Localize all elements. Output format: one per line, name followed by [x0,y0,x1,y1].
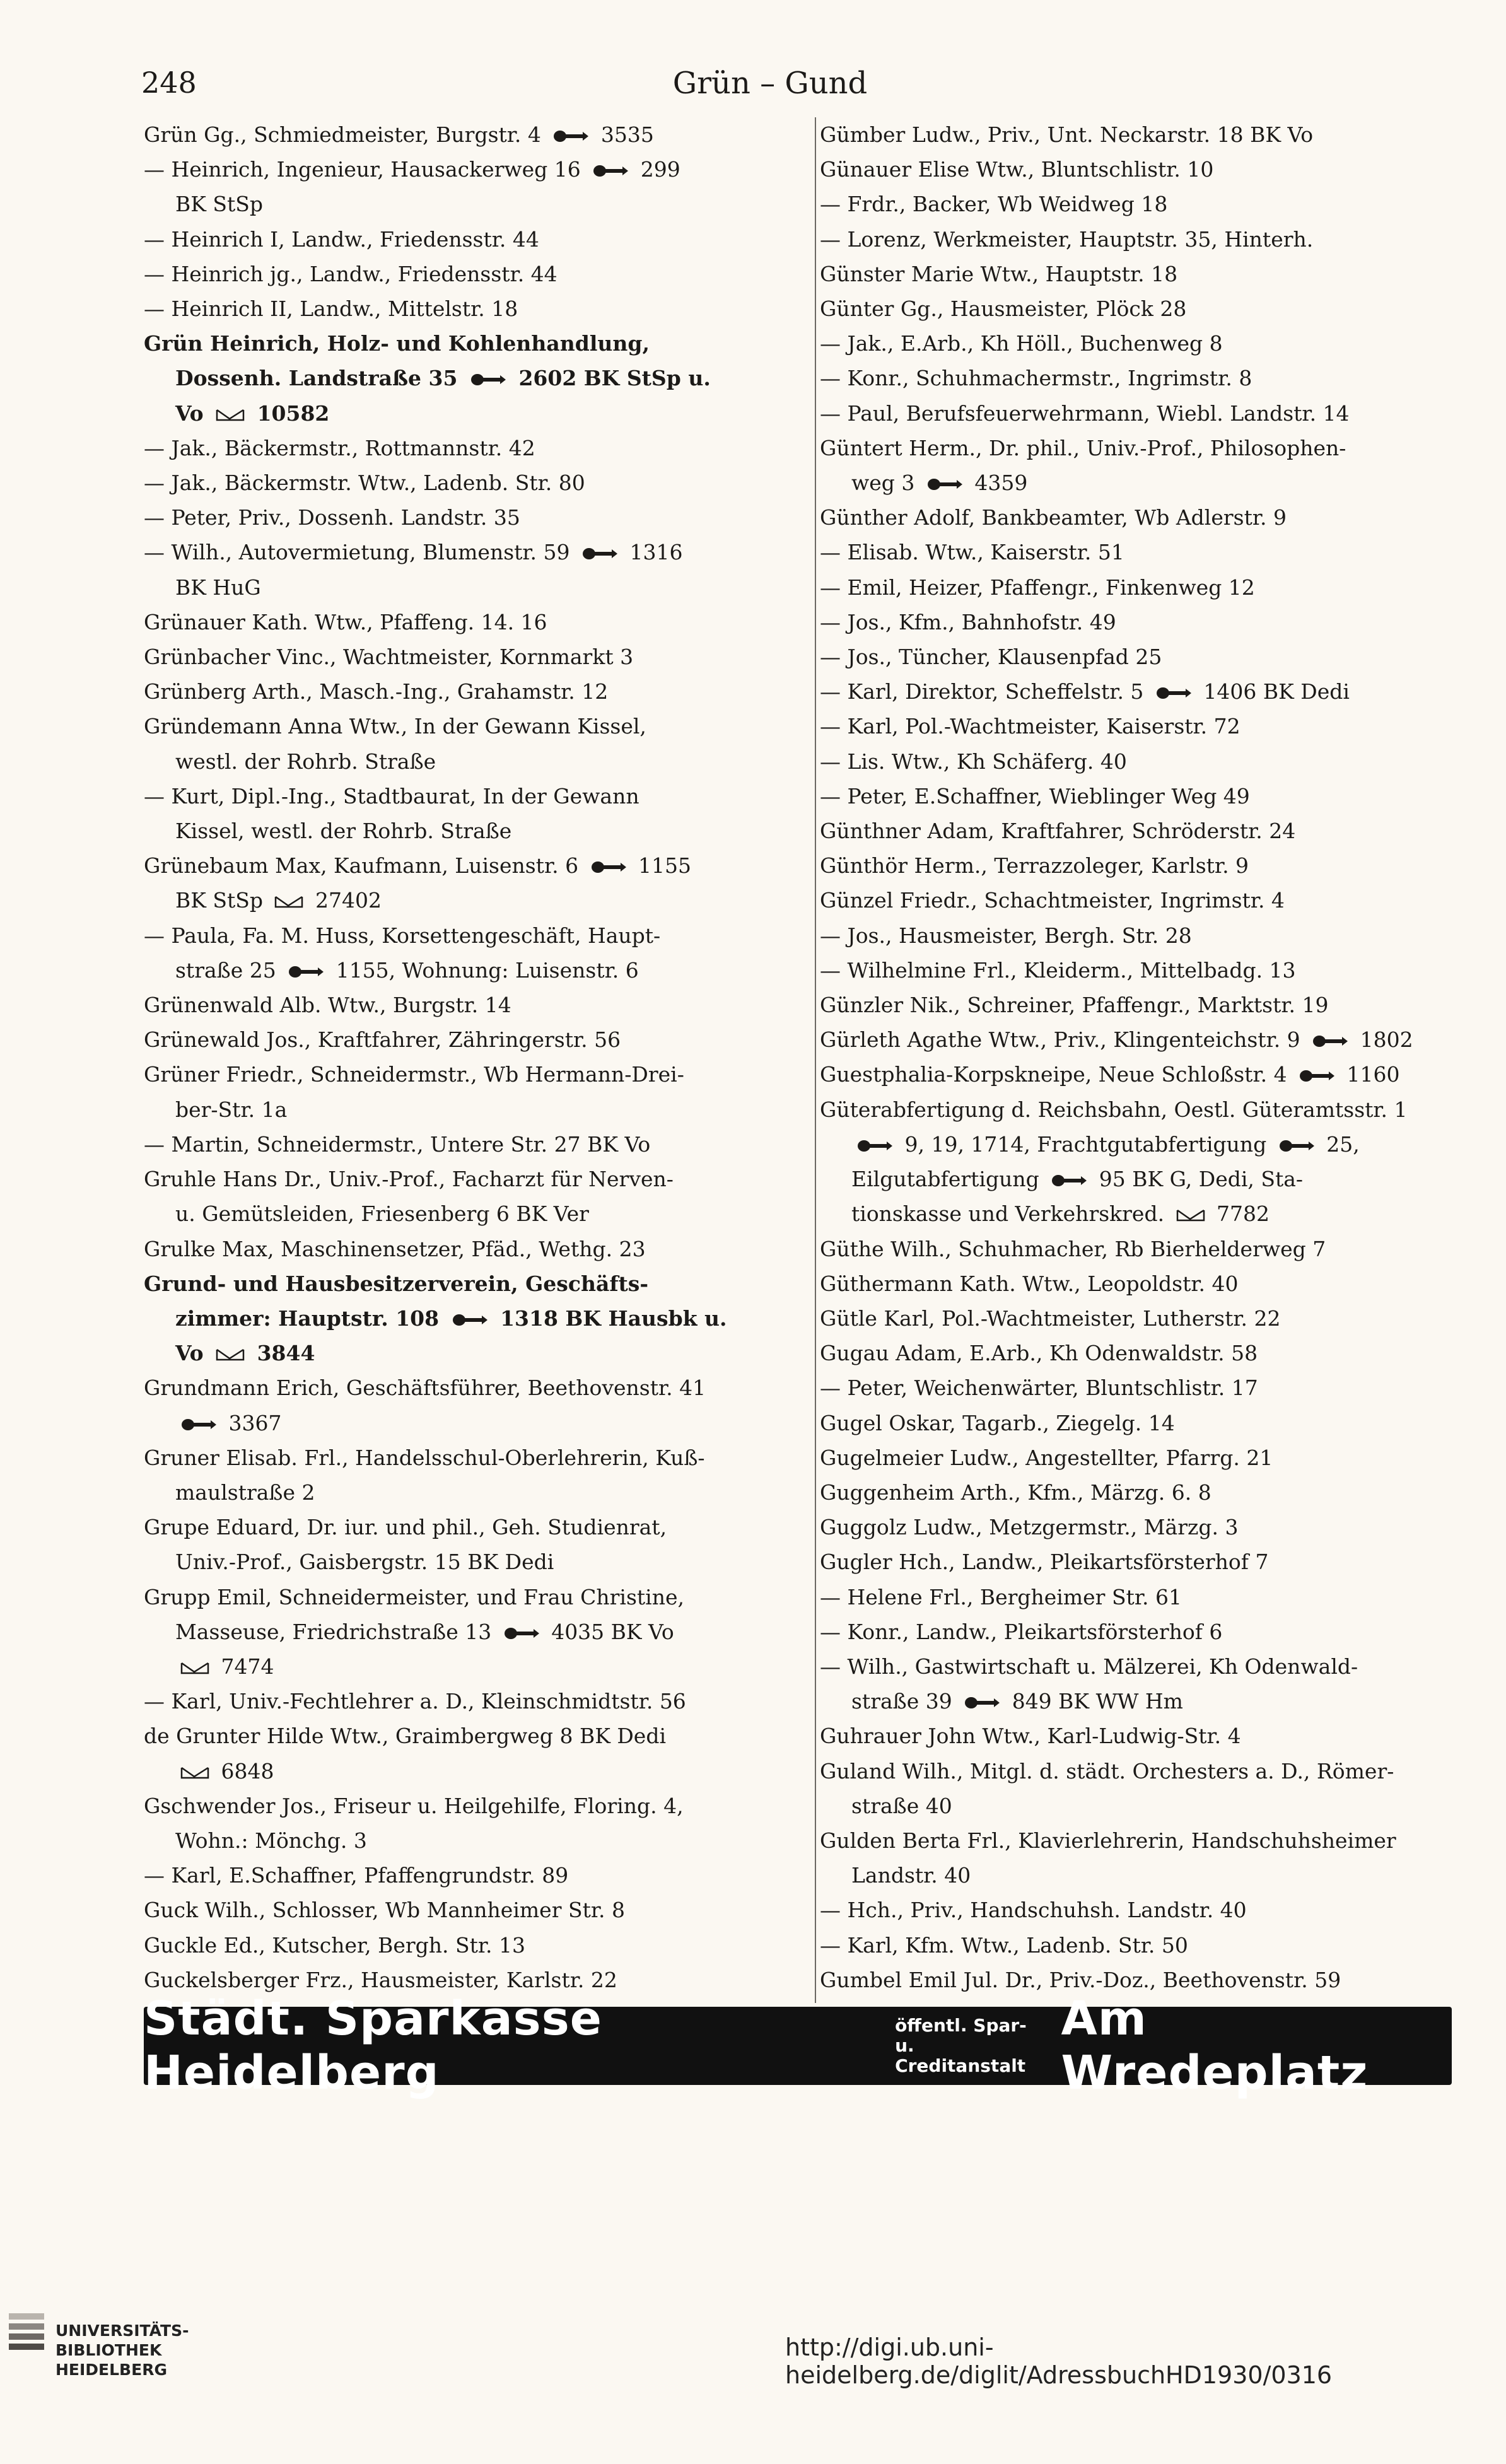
directory-entry: — Wilh., Autovermietung, Blumenstr. 59 1316 [144,540,683,565]
directory-entry: Gschwender Jos., Friseur u. Heilgehilfe, Floring. 4, [144,1793,684,1818]
telephone-key-icon [552,129,589,143]
banner-subtext [895,2016,1044,2076]
directory-entry: Güthermann Kath. Wtw., Leopoldstr. 40 [820,1271,1239,1296]
directory-entry: — Karl, Direktor, Scheffelstr. 5 1406 BK Dedi [820,679,1350,704]
directory-entry-continuation: westl. der Rohrb. Straße [175,749,436,774]
advertisement-banner [144,1992,1452,2100]
directory-entry: Güthe Wilh., Schuhmacher, Rb Bierhelderweg 7 [820,1236,1326,1261]
directory-entry-continuation: zimmer: Hauptstr. 108 1318 BK Hausbk u. [175,1305,727,1331]
directory-entry: Grünbacher Vinc., Wachtmeister, Kornmarkt 3 [144,645,634,670]
directory-entry-continuation: 6848 [144,1754,816,1789]
banner-main-text: Städt. Sparkasse Heidelberg [144,1992,602,2100]
telephone-key-icon [288,965,324,979]
directory-entry: Günzel Friedr., Schachtmeister, Ingrimstr. 4 [820,888,1285,913]
directory-entry: — Lorenz, Werkmeister, Hauptstr. 35, Hinterh. [820,226,1314,252]
directory-entry: Gründemann Anna Wtw., In der Gewann Kissel, [144,714,646,739]
directory-entry: — Lis. Wtw., Kh Schäferg. 40 [820,749,1127,774]
telephone-key-icon [1155,686,1192,700]
directory-entry: — Peter, Priv., Dossenh. Landstr. 35 [144,505,520,530]
directory-entry: Gugau Adam, E.Arb., Kh Odenwaldstr. 58 [820,1341,1258,1366]
directory-entry-continuation: 7474 [144,1649,816,1684]
directory-entry: Guhrauer John Wtw., Karl-Ludwig-Str. 4 [820,1724,1241,1749]
banner-location: Am Wredeplatz [1061,1992,1369,2100]
directory-entry-continuation: Vo 3844 [175,1341,315,1366]
directory-entry: Grünenwald Alb. Wtw., Burgstr. 14 [144,993,511,1018]
directory-entry: Guckelsberger Frz., Hausmeister, Karlstr. 22 [144,1967,617,1992]
directory-entry: — Jos., Tüncher, Klausenpfad 25 [820,645,1162,670]
directory-entry-continuation: tionskasse und Verkehrskred. 7782 [851,1201,1270,1227]
telephone-key-icon [452,1313,488,1327]
directory-entry: — Karl, Univ.-Fechtlehrer a. D., Kleinschmidtstr. 56 [144,1689,686,1714]
directory-entry-continuation: Landstr. 40 [851,1863,971,1888]
directory-entry: de Grunter Hilde Wtw., Graimbergweg 8 BK Dedi [144,1724,666,1749]
directory-entry: — Emil, Heizer, Pfaffengr., Finkenweg 12 [820,575,1255,600]
directory-entry: Grünberg Arth., Masch.-Ing., Grahamstr. 12 [144,679,609,704]
directory-entry: Grundmann Erich, Geschäftsführer, Beethovenstr. 41 [144,1375,706,1401]
directory-entry-continuation: straße 25 1155, Wohnung: Luisenstr. 6 [175,957,639,983]
directory-entry: — Peter, Weichenwärter, Bluntschlistr. 17 [820,1375,1258,1401]
directory-entry: — Elisab. Wtw., Kaiserstr. 51 [820,540,1124,565]
directory-entry: — Heinrich, Ingenieur, Hausackerweg 16 299 [144,157,680,182]
directory-entry: — Hch., Priv., Handschuhsh. Landstr. 40 [820,1898,1247,1923]
directory-entry: Guggolz Ludw., Metzgermstr., Märzg. 3 [820,1515,1239,1540]
column-divider [815,117,816,2003]
directory-entry: Gulden Berta Frl., Klavierlehrerin, Handschuhsheimer [820,1828,1396,1853]
directory-entry-continuation: Wohn.: Mönchg. 3 [175,1828,367,1853]
banner-sub-line2: Creditanstalt [895,2055,1026,2076]
directory-entry: — Heinrich II, Landw., Mittelstr. 18 [144,296,518,322]
directory-entry: Güntert Herm., Dr. phil., Univ.-Prof., Philosophen- [820,435,1346,460]
directory-entry: Guck Wilh., Schlosser, Wb Mannheimer Str. 8 [144,1898,625,1923]
directory-entry: Grün Gg., Schmiedmeister, Burgstr. 4 3535 [144,122,654,147]
directory-entry: Gümber Ludw., Priv., Unt. Neckarstr. 18 BK Vo [820,122,1314,147]
telephone-key-icon [926,477,963,491]
directory-entry-continuation: Masseuse, Friedrichstraße 13 4035 BK Vo [175,1619,674,1644]
directory-entry: — Martin, Schneidermstr., Untere Str. 27 BK Vo [144,1131,651,1157]
directory-entry: Günauer Elise Wtw., Bluntschlistr. 10 [820,157,1214,182]
directory-entry-continuation: weg 3 4359 [851,470,1028,496]
directory-entry: Grüner Friedr., Schneidermstr., Wb Hermann-Drei- [144,1062,684,1087]
directory-entry: Grupe Eduard, Dr. iur. und phil., Geh. Studienrat, [144,1515,667,1540]
directory-entry: Guckle Ed., Kutscher, Bergh. Str. 13 [144,1932,526,1958]
directory-entry: — Karl, E.Schaffner, Pfaffengrundstr. 89 [144,1863,569,1888]
directory-entry: — Heinrich jg., Landw., Friedensstr. 44 [144,261,557,286]
postscheck-icon [180,1661,209,1676]
telephone-key-icon [1278,1139,1315,1153]
directory-entry: — Frdr., Backer, Wb Weidweg 18 [820,192,1168,217]
directory-entry: — Wilh., Gastwirtschaft u. Mälzerei, Kh Odenwald- [820,1654,1358,1679]
directory-entry-continuation: Vo 10582 [175,400,330,426]
directory-entry: Guggenheim Arth., Kfm., Märzg. 6. 8 [820,1480,1211,1505]
directory-entry: Grund- und Hausbesitzerverein, Geschäfts- [144,1271,649,1296]
directory-entry: — Paul, Berufsfeuerwehrmann, Wiebl. Landstr. 14 [820,400,1350,426]
directory-entry: Gruhle Hans Dr., Univ.-Prof., Facharzt für Nerven- [144,1167,674,1192]
directory-entry-continuation: 9, 19, 1714, Frachtgutabfertigung 25, [820,1127,1452,1162]
directory-entry: — Jak., E.Arb., Kh Höll., Buchenweg 8 [820,331,1223,356]
directory-entry-continuation: Eilgutabfertigung 95 BK G, Dedi, Sta- [851,1167,1304,1192]
directory-entry: Grünebaum Max, Kaufmann, Luisenstr. 6 1155 [144,853,692,879]
directory-entry: — Paula, Fa. M. Huss, Korsettengeschäft, Haupt- [144,923,661,948]
postscheck-icon [180,1765,209,1780]
directory-entry-continuation: straße 40 [851,1793,952,1818]
directory-entry: Grünauer Kath. Wtw., Pfaffeng. 14. 16 [144,609,547,634]
directory-entry: — Karl, Pol.-Wachtmeister, Kaiserstr. 72 [820,714,1240,739]
directory-entry: Güterabfertigung d. Reichsbahn, Oestl. Güteramtsstr. 1 [820,1097,1408,1122]
postscheck-icon [216,407,245,423]
directory-entry: Günther Adolf, Bankbeamter, Wb Adlerstr. 9 [820,505,1287,530]
telephone-key-icon [1299,1069,1335,1083]
directory-entry-continuation: Univ.-Prof., Gaisbergstr. 15 BK Dedi [175,1550,554,1575]
directory-entry: — Jak., Bäckermstr. Wtw., Ladenb. Str. 80 [144,470,585,496]
postscheck-icon [274,894,303,909]
directory-entry-continuation: straße 39 849 BK WW Hm [851,1689,1183,1714]
postscheck-icon [216,1347,245,1362]
directory-entry-continuation: u. Gemütsleiden, Friesenberg 6 BK Ver [175,1201,589,1227]
page-header [141,61,1399,105]
directory-entry: Günzler Nik., Schreiner, Pfaffengr., Marktstr. 19 [820,993,1329,1018]
directory-entry: Guland Wilh., Mitgl. d. städt. Orchesters a. D., Römer- [820,1758,1394,1784]
telephone-key-icon [856,1139,893,1153]
running-head: Grün – Gund [672,66,868,101]
directory-entry: Gugler Hch., Landw., Pleikartsförsterhof 7 [820,1550,1269,1575]
directory-entry: Gruner Elisab. Frl., Handelsschul-Oberlehrerin, Kuß- [144,1445,705,1470]
library-seal-icon [6,2309,50,2385]
telephone-key-icon [503,1626,540,1640]
directory-entry: Guestphalia-Korpskneipe, Neue Schloßstr. 4 1160 [820,1062,1400,1087]
directory-entry: — Jos., Kfm., Bahnhofstr. 49 [820,609,1116,634]
directory-entry-continuation: ber-Str. 1a [175,1097,288,1122]
directory-entry: Grün Heinrich, Holz- und Kohlenhandlung, [144,331,650,356]
directory-entry: — Heinrich I, Landw., Friedensstr. 44 [144,226,539,252]
directory-entry: Gugelmeier Ludw., Angestellter, Pfarrg. 21 [820,1445,1273,1470]
left-column [144,117,816,2003]
directory-entry-continuation: Dossenh. Landstraße 35 2602 BK StSp u. [175,366,711,391]
directory-entry: Günthör Herm., Terrazzoleger, Karlstr. 9 [820,853,1249,879]
directory-entry: — Konr., Landw., Pleikartsförsterhof 6 [820,1619,1223,1644]
directory-entry: Grünewald Jos., Kraftfahrer, Zähringerstr. 56 [144,1027,621,1053]
telephone-key-icon [470,373,506,387]
directory-entry-continuation: BK StSp 27402 [175,888,382,913]
telephone-key-icon [1312,1034,1348,1048]
directory-entry: Günter Gg., Hausmeister, Plöck 28 [820,296,1187,322]
telephone-key-icon [1051,1174,1087,1188]
directory-entry: Gütle Karl, Pol.-Wachtmeister, Lutherstr. 22 [820,1305,1281,1331]
directory-entry: Grulke Max, Maschinensetzer, Pfäd., Wethg. 23 [144,1236,646,1261]
directory-entry: Gürleth Agathe Wtw., Priv., Klingenteichstr. 9 1802 [820,1027,1413,1053]
directory-entry: — Peter, E.Schaffner, Wieblinger Weg 49 [820,783,1250,809]
directory-entry: — Jos., Hausmeister, Bergh. Str. 28 [820,923,1192,948]
library-name: UNIVERSITÄTS- BIBLIOTHEK HEIDELBERG [55,2321,189,2379]
directory-entry-continuation: Kissel, westl. der Rohrb. Straße [175,819,512,844]
directory-entry: Gugel Oskar, Tagarb., Ziegelg. 14 [820,1410,1175,1435]
directory-entry: Günster Marie Wtw., Hauptstr. 18 [820,261,1178,286]
directory-entry-continuation: BK HuG [175,575,261,600]
library-logo [6,2309,259,2423]
source-url-link[interactable]: http://digi.ub.uni-heidelberg.de/diglit/AdressbuchHD1930/0316 [785,2333,1333,2389]
directory-entry: Günthner Adam, Kraftfahrer, Schröderstr. 24 [820,819,1296,844]
directory-entry: Gumbel Emil Jul. Dr., Priv.-Doz., Beethovenstr. 59 [820,1967,1341,1992]
directory-entry: — Wilhelmine Frl., Kleiderm., Mittelbadg. 13 [820,957,1296,983]
directory-entry: Grupp Emil, Schneidermeister, und Frau Christine, [144,1584,685,1609]
directory-entry: — Kurt, Dipl.-Ing., Stadtbaurat, In der Gewann [144,783,639,809]
directory-entry: — Jak., Bäckermstr., Rottmannstr. 42 [144,435,535,460]
telephone-key-icon [590,860,627,874]
directory-entry: — Helene Frl., Bergheimer Str. 61 [820,1584,1182,1609]
telephone-key-icon [592,164,629,178]
directory-entry-continuation: maulstraße 2 [175,1480,315,1505]
directory-entry: — Karl, Kfm. Wtw., Ladenb. Str. 50 [820,1932,1188,1958]
postscheck-icon [1176,1208,1205,1223]
directory-entry: — Konr., Schuhmachermstr., Ingrimstr. 8 [820,366,1252,391]
telephone-key-icon [180,1418,217,1432]
page-number: 248 [141,66,197,100]
banner-sub-line1: öffentl. Spar- u. [895,2015,1027,2056]
right-column [820,117,1452,2003]
telephone-key-icon [964,1696,1000,1710]
directory-entry-continuation: BK StSp [175,192,263,217]
directory-entry-continuation: 3367 [144,1406,816,1440]
telephone-key-icon [581,547,618,561]
